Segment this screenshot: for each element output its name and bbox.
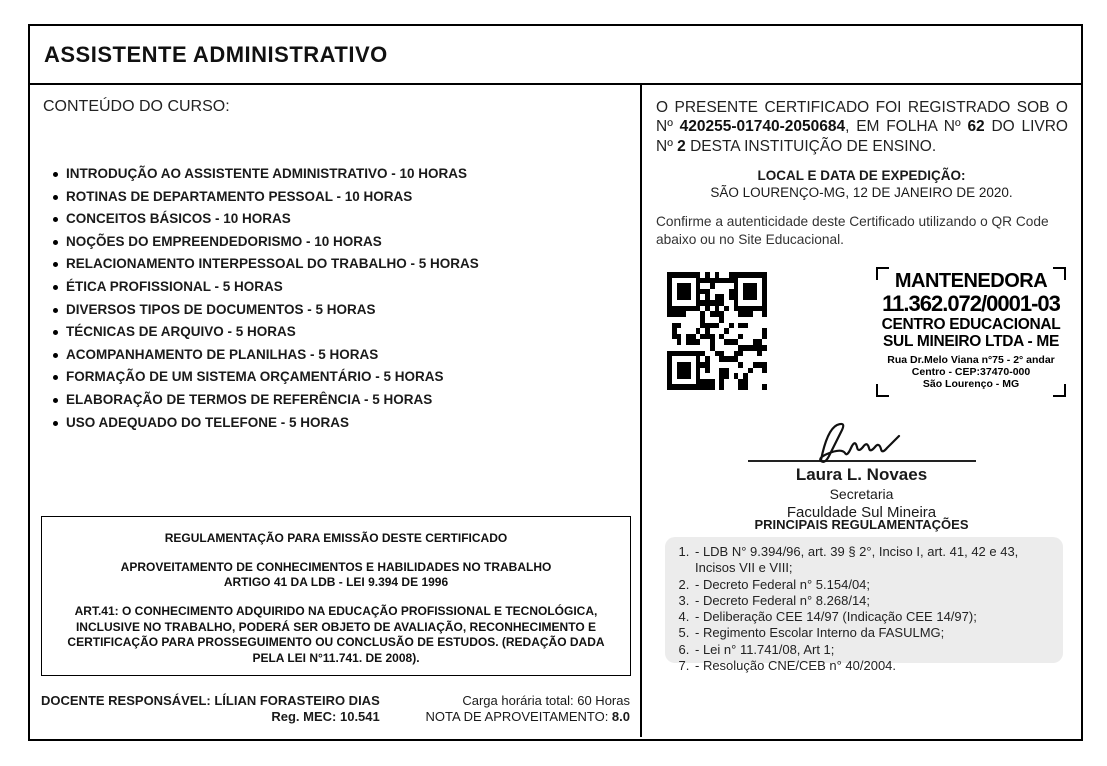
body-columns — [30, 85, 1081, 737]
stamp-title: MANTENEDORA — [894, 270, 1048, 292]
course-topic-item: FORMAÇÃO DE UM SISTEMA ORÇAMENTÁRIO - 5 HORAS — [66, 370, 479, 384]
expedicao-value: SÃO LOURENÇO-MG, 12 DE JANEIRO DE 2020. — [710, 184, 1013, 200]
certificate-frame — [28, 24, 1083, 741]
mantenedora-stamp — [878, 268, 1064, 396]
carga-horaria: Carga horária total: 60 Horas — [462, 693, 630, 708]
footer-row — [41, 693, 630, 725]
course-content-heading: CONTEÚDO DO CURSO: — [43, 98, 230, 115]
regulation-item: 6. - Lei n° 11.741/08, Art 1; — [693, 642, 1033, 658]
regulation-item: 5. - Regimento Escolar Interno da FASULMG; — [693, 625, 1033, 641]
confirm-authenticity-text: Confirme a autenticidade deste Certificado utilizando o QR Code abaixo ou no Site Educacional. — [656, 213, 1049, 247]
registration-text: DO LIVRO Nº — [656, 118, 1068, 155]
stamp-corner-icon — [1053, 384, 1066, 397]
regulations-panel — [665, 537, 1063, 674]
registration-text: O PRESENTE CERTIFICADO FOI REGISTRADO SOB O Nº — [656, 99, 1068, 136]
signatory-institution: Faculdade Sul Mineira — [786, 504, 937, 521]
regulation-item: 1. - LDB N° 9.394/96, art. 39 § 2°, Inciso I, art. 41, 42 e 43, Incisos VII e VIII; — [693, 544, 1033, 577]
regulation-box — [41, 516, 631, 676]
nota-value: 8.0 — [611, 709, 630, 724]
regulation-box-title: REGULAMENTAÇÃO PARA EMISSÃO DESTE CERTIFICADO — [164, 531, 508, 545]
regulation-item: 3. - Decreto Federal n° 8.268/14; — [693, 593, 1033, 609]
signatory-name: Laura L. Novaes — [795, 465, 928, 484]
signature-block — [642, 420, 1081, 522]
registration-text: , EM FOLHA Nº — [845, 118, 968, 136]
signature-icon — [807, 420, 917, 468]
course-topic-item: NOÇÕES DO EMPREENDEDORISMO - 10 HORAS — [66, 235, 479, 249]
course-content-column — [30, 85, 640, 737]
regulations-heading: PRINCIPAIS REGULAMENTAÇÕES — [754, 517, 969, 532]
nota-aproveitamento — [426, 709, 630, 725]
registration-number: 420255-01740-2050684 — [679, 118, 846, 136]
course-topic-item: RELACIONAMENTO INTERPESSOAL DO TRABALHO - 5 HORAS — [66, 256, 479, 272]
course-topic-item: DIVERSOS TIPOS DE DOCUMENTOS - 5 HORAS — [66, 303, 479, 317]
course-topic-list — [66, 167, 479, 438]
stamp-address1: Rua Dr.Melo Viana n°75 - 2° andar — [887, 354, 1055, 366]
page-title: ASSISTENTE ADMINISTRATIVO — [44, 41, 388, 67]
regulation-box-line1: APROVEITAMENTO DE CONHECIMENTOS E HABILIDADES NO TRABALHO — [120, 560, 552, 574]
course-topic-item: ÉTICA PROFISSIONAL - 5 HORAS — [66, 280, 479, 294]
course-topic-item: ACOMPANHAMENTO DE PLANILHAS - 5 HORAS — [66, 348, 479, 362]
qr-code — [667, 272, 767, 390]
docente-reg-mec: Reg. MEC: 10.541 — [271, 709, 380, 724]
folha-number: 62 — [967, 118, 985, 136]
stamp-corner-icon — [876, 267, 889, 280]
expedicao-block — [642, 167, 1081, 201]
expedicao-label: LOCAL E DATA DE EXPEDIÇÃO: — [757, 167, 966, 183]
stamp-corner-icon — [876, 384, 889, 397]
regulation-item: 4. - Deliberação CEE 14/97 (Indicação CEE 14/97); — [693, 609, 1033, 625]
regulations-list — [693, 544, 1053, 674]
stamp-address2: Centro - CEP:37470-000 — [911, 366, 1031, 378]
course-topic-item: CONCEITOS BÁSICOS - 10 HORAS — [66, 212, 479, 226]
docente-block — [41, 693, 380, 725]
stamp-org-line2: SUL MINEIRO LTDA - ME — [883, 333, 1059, 350]
course-topic-item: ELABORAÇÃO DE TERMOS DE REFERÊNCIA - 5 HORAS — [66, 393, 479, 407]
regulation-box-body: ART.41: O CONHECIMENTO ADQUIRIDO NA EDUCAÇÃO PROFISSIONAL E TECNOLÓGICA, INCLUSIVE NO TRABALHO, PODERÁ SER OBJETO DE AVALIAÇÃO, RECONHECIMENTO E CERTIFICAÇÃO PARA PROSSEGUIMENTO OU CONCLUSÃO DE ESTUDOS. (REDAÇÃO DADA PELA LEI N°11.741. DE 2008). — [67, 604, 605, 665]
stamp-cnpj: 11.362.072/0001-03 — [882, 291, 1060, 316]
course-topic-item: ROTINAS DE DEPARTAMENTO PESSOAL - 10 HORAS — [66, 190, 479, 204]
docente-name: DOCENTE RESPONSÁVEL: LÍLIAN FORASTEIRO DIAS — [41, 693, 380, 708]
title-bar — [30, 26, 1081, 85]
livro-number: 2 — [677, 137, 686, 155]
stamp-corner-icon — [1053, 267, 1066, 280]
registration-column — [640, 85, 1081, 737]
stamp-org-line1: CENTRO EDUCACIONAL — [881, 316, 1061, 333]
course-topic-item: TÉCNICAS DE ARQUIVO - 5 HORAS — [66, 325, 479, 339]
regulation-item: 2. - Decreto Federal n° 5.154/04; — [693, 577, 1033, 593]
course-topic-item: USO ADEQUADO DO TELEFONE - 5 HORAS — [66, 416, 479, 430]
regulation-box-line2: ARTIGO 41 DA LDB - LEI 9.394 DE 1996 — [223, 575, 449, 589]
nota-label: NOTA DE APROVEITAMENTO: — [425, 709, 612, 724]
stamp-address3: São Lourenço - MG — [922, 378, 1020, 390]
regulation-item: 7. - Resolução CNE/CEB n° 40/2004. — [693, 658, 1033, 674]
course-topic-item: INTRODUÇÃO AO ASSISTENTE ADMINISTRATIVO - 10 HORAS — [66, 167, 479, 181]
registration-text: DESTA INSTITUIÇÃO DE ENSINO. — [685, 137, 937, 155]
registration-paragraph — [656, 98, 1068, 156]
signatory-role: Secretaria — [829, 486, 894, 502]
carga-block — [426, 693, 630, 725]
